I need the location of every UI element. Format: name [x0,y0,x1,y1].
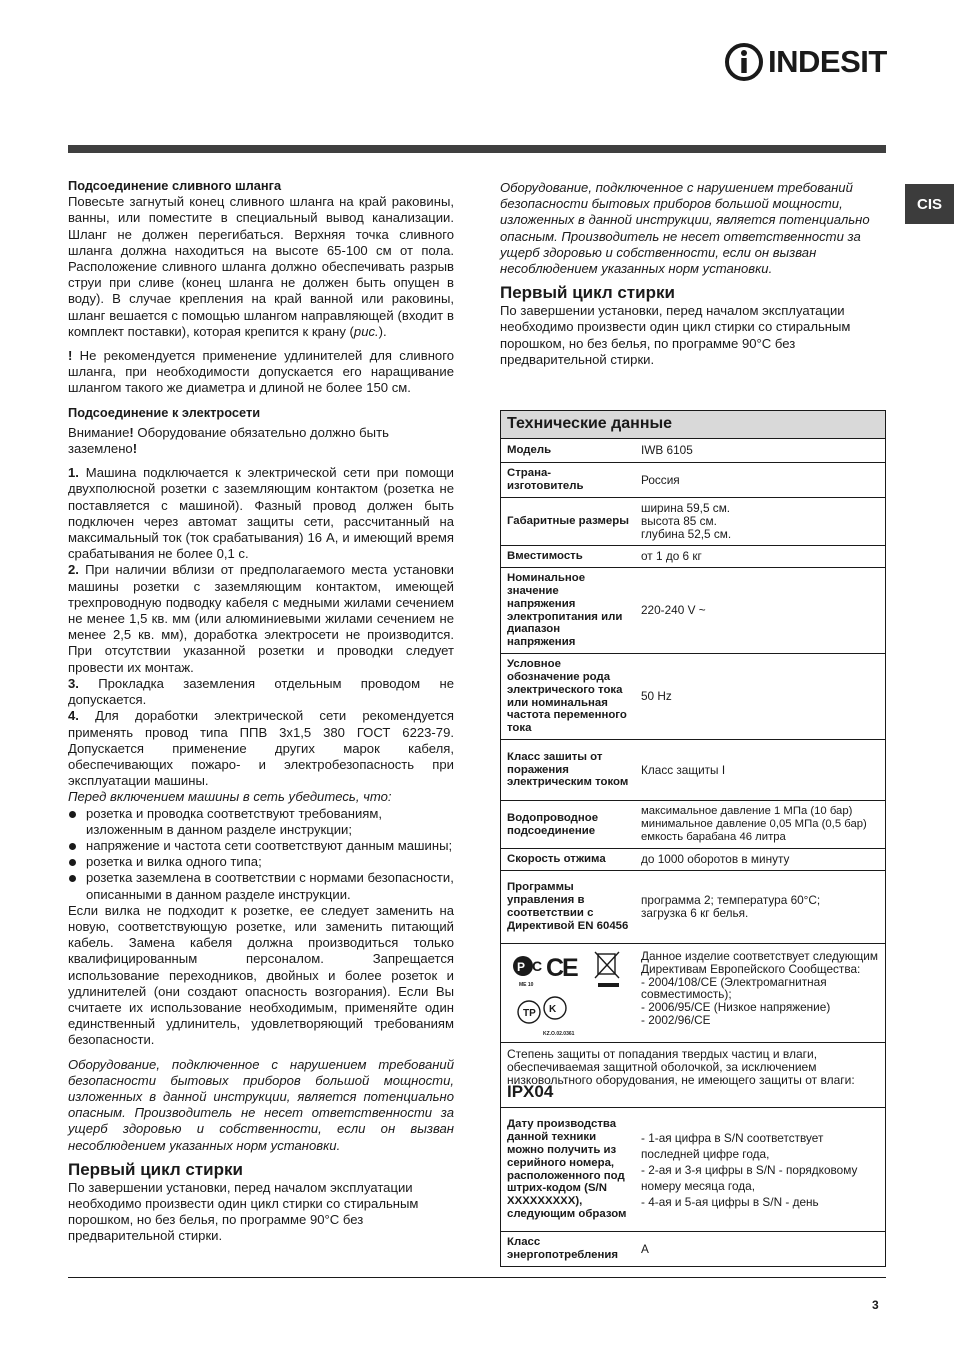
list-item: розетка и вилка одного типа; [68,854,454,870]
power-item-3: 3. Прокладка заземления отдельным проводом не допускается. [68,675,454,708]
ip-rating-row [501,1042,885,1107]
svg-text:E: E [562,953,579,982]
certification-row [501,943,885,1042]
certification-text: Данное изделие соответствует следующим Директивам Европейского Сообщества: - 2004/108/CE (Электромагнитная совместимость); - 2006/95/CE (Низкое напряжение) - 2002/96/CE [641,949,878,1027]
footer-divider [68,1277,886,1278]
left-column [68,178,454,1245]
safety-warning: Оборудование, подключенное с нарушением требований безопасности бытовых приборов большой мощности, изложенных в данной инструкции, является потенциально опасным. Производитель не несет ответственности за ущерб здоровью и собственности, если он вызван несоблюдением указанных норм установки. [68,1056,454,1153]
power-item-1: 1. Машина подключается к электрической сети при помощи двухполюсной розетки с заземляющим контактом (розетка не поставляется с машиной). Фазный провод должен быть подключен через автомат защиты сети, рассчитанный на максимальный ток (ток срабатывания) 16 А, и имеющий время срабатывания не более 0,1 с. [68,465,454,562]
certification-icon [501,944,635,1043]
table-row [501,439,885,462]
row-value: 220-240 V ~ [641,603,706,618]
row-key: Скорость отжима [507,853,606,866]
table-row [501,497,885,545]
extension-note: ! Не рекомендуется применение удлинителей для сливного шланга, при необходимости допускается его наращивание шлангом такого же диаметра и длиной не более 150 см. [68,348,454,396]
safety-warning: Оборудование, подключенное с нарушением требований безопасности бытовых приборов большой мощности, изложенных в данной инструкции, является потенциально опасным. Производитель не несет ответственности за ущерб здоровью и собственности, если он вызван несоблюдением указанных норм установки. [500,180,870,277]
language-tab: CIS [905,184,954,224]
first-cycle-title: Первый цикл стирки [500,283,675,303]
power-item-4: 4. Для доработки электрической сети рекомендуется применять провод типа ППВ 3х1,5 380 ГОСТ 6223-79. Допускается применение других марок кабеля, обеспечивающих пожаро- и электробезопасность при эксплуатации машины. [68,708,454,789]
plug-text: Если вилка не подходит к розетке, ее следует заменить на новую, соответствующую розетке, или заменить питающий кабель. Замена кабеля должна производиться только квалифицированным персоналом. Запрещается использование переходников, двойных и более розеток и удлинителей (они создают опасность возгорания). Если Вы считаете их использование необходимым, применяйте один единственный удлинитель, удовлетворяющий требованиям безопасности. [68,902,454,1048]
table-row [501,1231,885,1266]
cert-small-1: ME 10 [519,981,534,988]
power-title: Подсоединение к электросети [68,404,261,420]
row-key: Страна- изготовитель [507,467,584,492]
row-value: Россия [641,472,680,487]
svg-text:K: K [549,1003,557,1015]
row-key: Условное обозначение рода электрического тока или номинальная частота переменного тока [507,658,627,735]
power-warning: Внимание! Оборудование обязательно должно быть заземлено! [68,424,389,457]
row-key: Класс зашиты от поражения электрическим током [507,750,629,789]
row-value: до 1000 оборотов в минуту [641,852,790,867]
check-list [68,806,454,903]
tech-data-title: Технические данные [501,411,885,439]
row-value: Класс защиты I [641,762,726,777]
indesit-logo-icon [724,42,764,82]
first-cycle-text: По завершении установки, перед началом эксплуатации необходимо произвести один цикл стирки со стиральным порошком, но без белья, по программе 90°С без предварительной стирки. [68,1179,419,1244]
list-item: розетка заземлена в соответствии с нормами безопасности, описанными в данном разделе инструкции. [68,870,454,902]
row-value: от 1 до 6 кг [641,549,702,564]
tech-data-table [500,410,886,1267]
drain-text: Повесьте загнутый конец сливного шланга на край раковины, ванны, или поместите в специальный вывод канализации. Шланг не должен перегибаться. Верхняя точка сливного шланга должна находиться на высоте 65-100 см от пола. Расположение сливного шланга должно обеспечивать разрыв струи при сливе (конец шланга не должен быть опущен в воду). В случае крепления на край ванной или раковины, шланг вешается с помощью шлангом направляющей (входит в комплект поставки), которая крепится к крану (рис.). [68,194,454,339]
table-row [501,567,885,653]
row-key: Класс энергопотребления [507,1236,618,1261]
row-value: - 1-ая цифра в S/N соответствует последней цифре года, - 2-ая и 3-я цифры в S/N - порядковому номеру месяца года, - 4-ая и 5-ая цифры в S/N - день [641,1130,858,1209]
brand-name: INDESIT [768,44,887,79]
svg-text:P: P [517,959,526,974]
svg-text:C: C [532,957,543,974]
row-key: Программы управления в соответствии с Директивой EN 60456 [507,881,629,932]
row-value: IWB 6105 [641,443,693,458]
row-key: Водопроводное подсоединение [507,811,599,837]
svg-text:TP: TP [523,1007,536,1019]
table-row [501,545,885,567]
header-divider [68,145,886,153]
svg-text:C: C [546,953,565,982]
row-key: Дату производства данной техники можно получить из серийного номера, расположенного под штрих-кодом (S/N XXXXXXXXX), следующим образом [507,1118,627,1220]
certification-marks [501,944,635,1042]
brand-logo [724,40,887,84]
page-number: 3 [872,1298,879,1312]
table-row [501,870,885,943]
row-key: Габаритные размеры [507,515,629,528]
row-key: Модель [507,444,552,457]
right-column [500,180,886,368]
row-key: Вместимость [507,550,583,563]
row-value: максимальное давление 1 МПа (10 бар) минимальное давление 0,05 МПа (0,5 бар) емкость барабана 46 литра [641,805,867,843]
ip-rating-text: Степень защиты от попадания твердых частиц и влаги, обеспечиваемая защитной оболочкой, за исключением низковольтного оборудования, не имеющего защиты от влаги: IPX04 [507,1047,855,1102]
first-cycle-text: По завершении установки, перед началом эксплуатации необходимо произвести один цикл стирки со стиральным порошком, но без белья, по программе 90°С без предварительной стирки. [500,303,851,367]
check-intro: Перед включением машины в сеть убедитесь, что: [68,789,392,805]
row-value: программа 2; температура 60°С; загрузка 6 кг белья. [641,893,821,920]
row-value: ширина 59,5 см. высота 85 см. глубина 52,5 см. [641,501,732,541]
row-key: Номинальное значение напряжения электропитания или диапазон напряжения [507,572,623,649]
table-row [501,653,885,739]
table-row [501,800,885,848]
table-row [501,739,885,800]
power-item-2: 2. При наличии вблизи от предполагаемого места установки машины розетки с заземляющим контактом, имеющей трехпроводную подводку кабеля с медными жилами сечением не менее 1,5 кв. мм (или алюминиевыми жилами сечением не менее 2,5 кв. мм), доработка электросети не производится. При отсутствии указанной розетки и проводки следует провести их монтаж. [68,562,454,675]
table-row [501,462,885,497]
list-item: напряжение и частота сети соответствуют данным машины; [68,838,454,854]
row-value: 50 Hz [641,689,672,704]
svg-text:KZ.О.02.0361: KZ.О.02.0361 [543,1030,575,1037]
row-value: A [641,1241,649,1256]
table-row [501,1107,885,1231]
table-row [501,848,885,870]
drain-title: Подсоединение сливного шланга [68,178,282,193]
list-item: розетка и проводка соответствуют требованиям, изложенным в данном разделе инструкции; [68,806,454,838]
ip-code: IPX04 [507,1082,554,1102]
first-cycle-title: Первый цикл стирки [68,1159,243,1179]
